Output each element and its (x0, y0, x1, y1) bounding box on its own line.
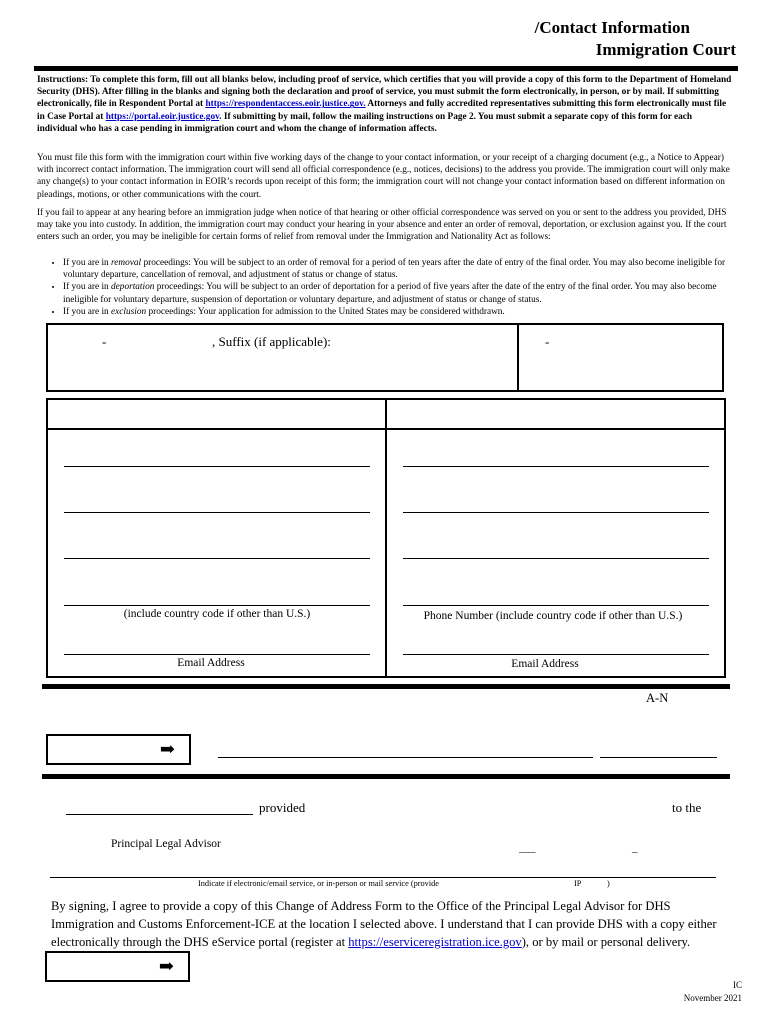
phone-label: Phone Number (include country code if other than U.S.) (423, 610, 683, 622)
phone-input[interactable] (403, 605, 709, 606)
address-line-input[interactable] (64, 512, 370, 513)
instructions-text-c: . If submitting by mail, follow the mailing instructions on Page 2. You must submit a separate copy of this form for each individual who has a case pending in immigration court and whom the change of information affects. (37, 111, 693, 134)
sign-here-button[interactable] (46, 734, 191, 765)
name-input[interactable] (50, 352, 514, 388)
arrow-right-icon: ➡ (159, 739, 175, 759)
email-label: Email Address (511, 658, 579, 670)
suffix-label: , Suffix (if applicable): (212, 334, 331, 349)
blank-field-a[interactable]: ___ (519, 842, 536, 854)
form-title-line2: Immigration Court (595, 40, 736, 59)
service-method-label: Indicate if electronic/email service, or in-person or mail service (provide (198, 879, 439, 888)
list-item: • If you are in removal proceedings: You will be subject to an order of removal for a period of ten years after the date of entry of the final order. You may also become ineligible for voluntary departure, cancellation of removal, and adjustment of status or change of status. (63, 257, 732, 281)
email-input[interactable] (403, 654, 709, 655)
case-portal-link[interactable]: https://portal.eoir.justice.gov (105, 111, 220, 122)
email-input[interactable] (64, 654, 370, 655)
date-input[interactable] (600, 757, 717, 758)
blank-field-b[interactable]: _ (632, 842, 638, 854)
section-divider (42, 774, 730, 779)
list-item: • If you are in exclusion proceedings: Your application for admission to the United States may be considered withdrawn. (63, 306, 732, 318)
principal-legal-advisor-label: Principal Legal Advisor (111, 838, 221, 850)
name-box-dash-right: - (545, 334, 550, 349)
instructions-text-b: Attorneys and fully accredited representatives submitting this form electronically must file in Case Portal at (37, 99, 727, 122)
sign-here-button[interactable] (45, 951, 190, 982)
filing-deadline-paragraph: You must file this form with the immigration court within five working days of the change to your contact information, or your receipt of a charging document (e.g., a Notice to Appear) with incorrect contact information. The immigration court will send all official correspondence (e.g., notices, decisions) to the address you provide. The immigration court will only make any change(s) to your contact information in EOIR’s records upon receipt of this form; the immigration court will not change your contact information based on different information on pleadings, motions, or other communications with the court. (37, 153, 730, 200)
to-the-label: to the (672, 800, 702, 815)
address-line-input[interactable] (64, 466, 370, 467)
address-line-input[interactable] (403, 466, 709, 467)
phone-label: (include country code if other than U.S.) (123, 608, 311, 620)
close-paren: ) (607, 879, 610, 888)
address-line-input[interactable] (403, 512, 709, 513)
form-date: November 2021 (683, 993, 742, 1003)
service-agreement-paragraph (51, 897, 727, 951)
service-method-input[interactable] (50, 877, 716, 878)
respondent-portal-link[interactable]: https://respondentaccess.eoir.justice.gov. (205, 99, 366, 110)
agreement-text-a: By signing, I agree to provide a copy of this Change of Address Form to the Office of the Principal Legal Advisor for DHS Immigration and Customs Enforcement-ICE at the location I selected above. I understand that I can provide DHS with a copy either electronically through the DHS eService portal (register at (51, 899, 717, 949)
address-line-input[interactable] (403, 558, 709, 559)
service-date-input[interactable] (66, 814, 253, 815)
provided-label: provided (259, 800, 306, 815)
consequences-list (37, 257, 732, 318)
arrow-right-icon: ➡ (158, 956, 174, 976)
signature-input[interactable] (218, 757, 593, 758)
instructions-text-a: Instructions: To complete this form, fill out all blanks below, including proof of service, which certifies that you will provide a copy of this form to the Department of Homeland Security (DHS). After filling in the blanks and signing both the declaration and proof of service, you must submit the form electronically, in person, or by mail. If submitting electronically, file in Respondent Portal at (37, 75, 732, 110)
email-label: Email Address (177, 657, 245, 669)
address-line-input[interactable] (64, 558, 370, 559)
agreement-text-b: ), or by mail or personal delivery. (521, 935, 691, 949)
phone-input[interactable] (64, 605, 370, 606)
section-divider (42, 684, 730, 689)
form-title-line1: /Contact Information (534, 18, 690, 37)
failure-to-appear-paragraph: If you fail to appear at any hearing before an immigration judge when notice of that hearing or other official correspondence was served on you or sent to the address you provided, DHS may take you into custody. In addition, the immigration court may conduct your hearing in your absence and enter an order of removal, deportation, or exclusion against you. If the court enters such an order, you may be ineligible for certain forms of relief from removal under the Immigration and Nationality Act as follows: (37, 208, 727, 243)
ip-label: IP (574, 879, 582, 888)
address-table-divider (385, 398, 387, 678)
instructions-paragraph (37, 74, 732, 135)
form-code: IC (733, 980, 742, 990)
a-number-label: A-N (646, 691, 669, 705)
name-box-divider (517, 323, 519, 392)
eservice-registration-link[interactable]: https://eserviceregistration.ice.gov (348, 935, 522, 949)
header-divider (34, 66, 738, 71)
name-box-dash-left: - (102, 334, 107, 349)
list-item: • If you are in deportation proceedings: You will be subject to an order of deportation for a period of five years after the date of the entry of the final order. You may also become ineligible for voluntary departure, suspension of deportation or voluntary departure, and adjustment of status or change of status. (63, 281, 732, 305)
